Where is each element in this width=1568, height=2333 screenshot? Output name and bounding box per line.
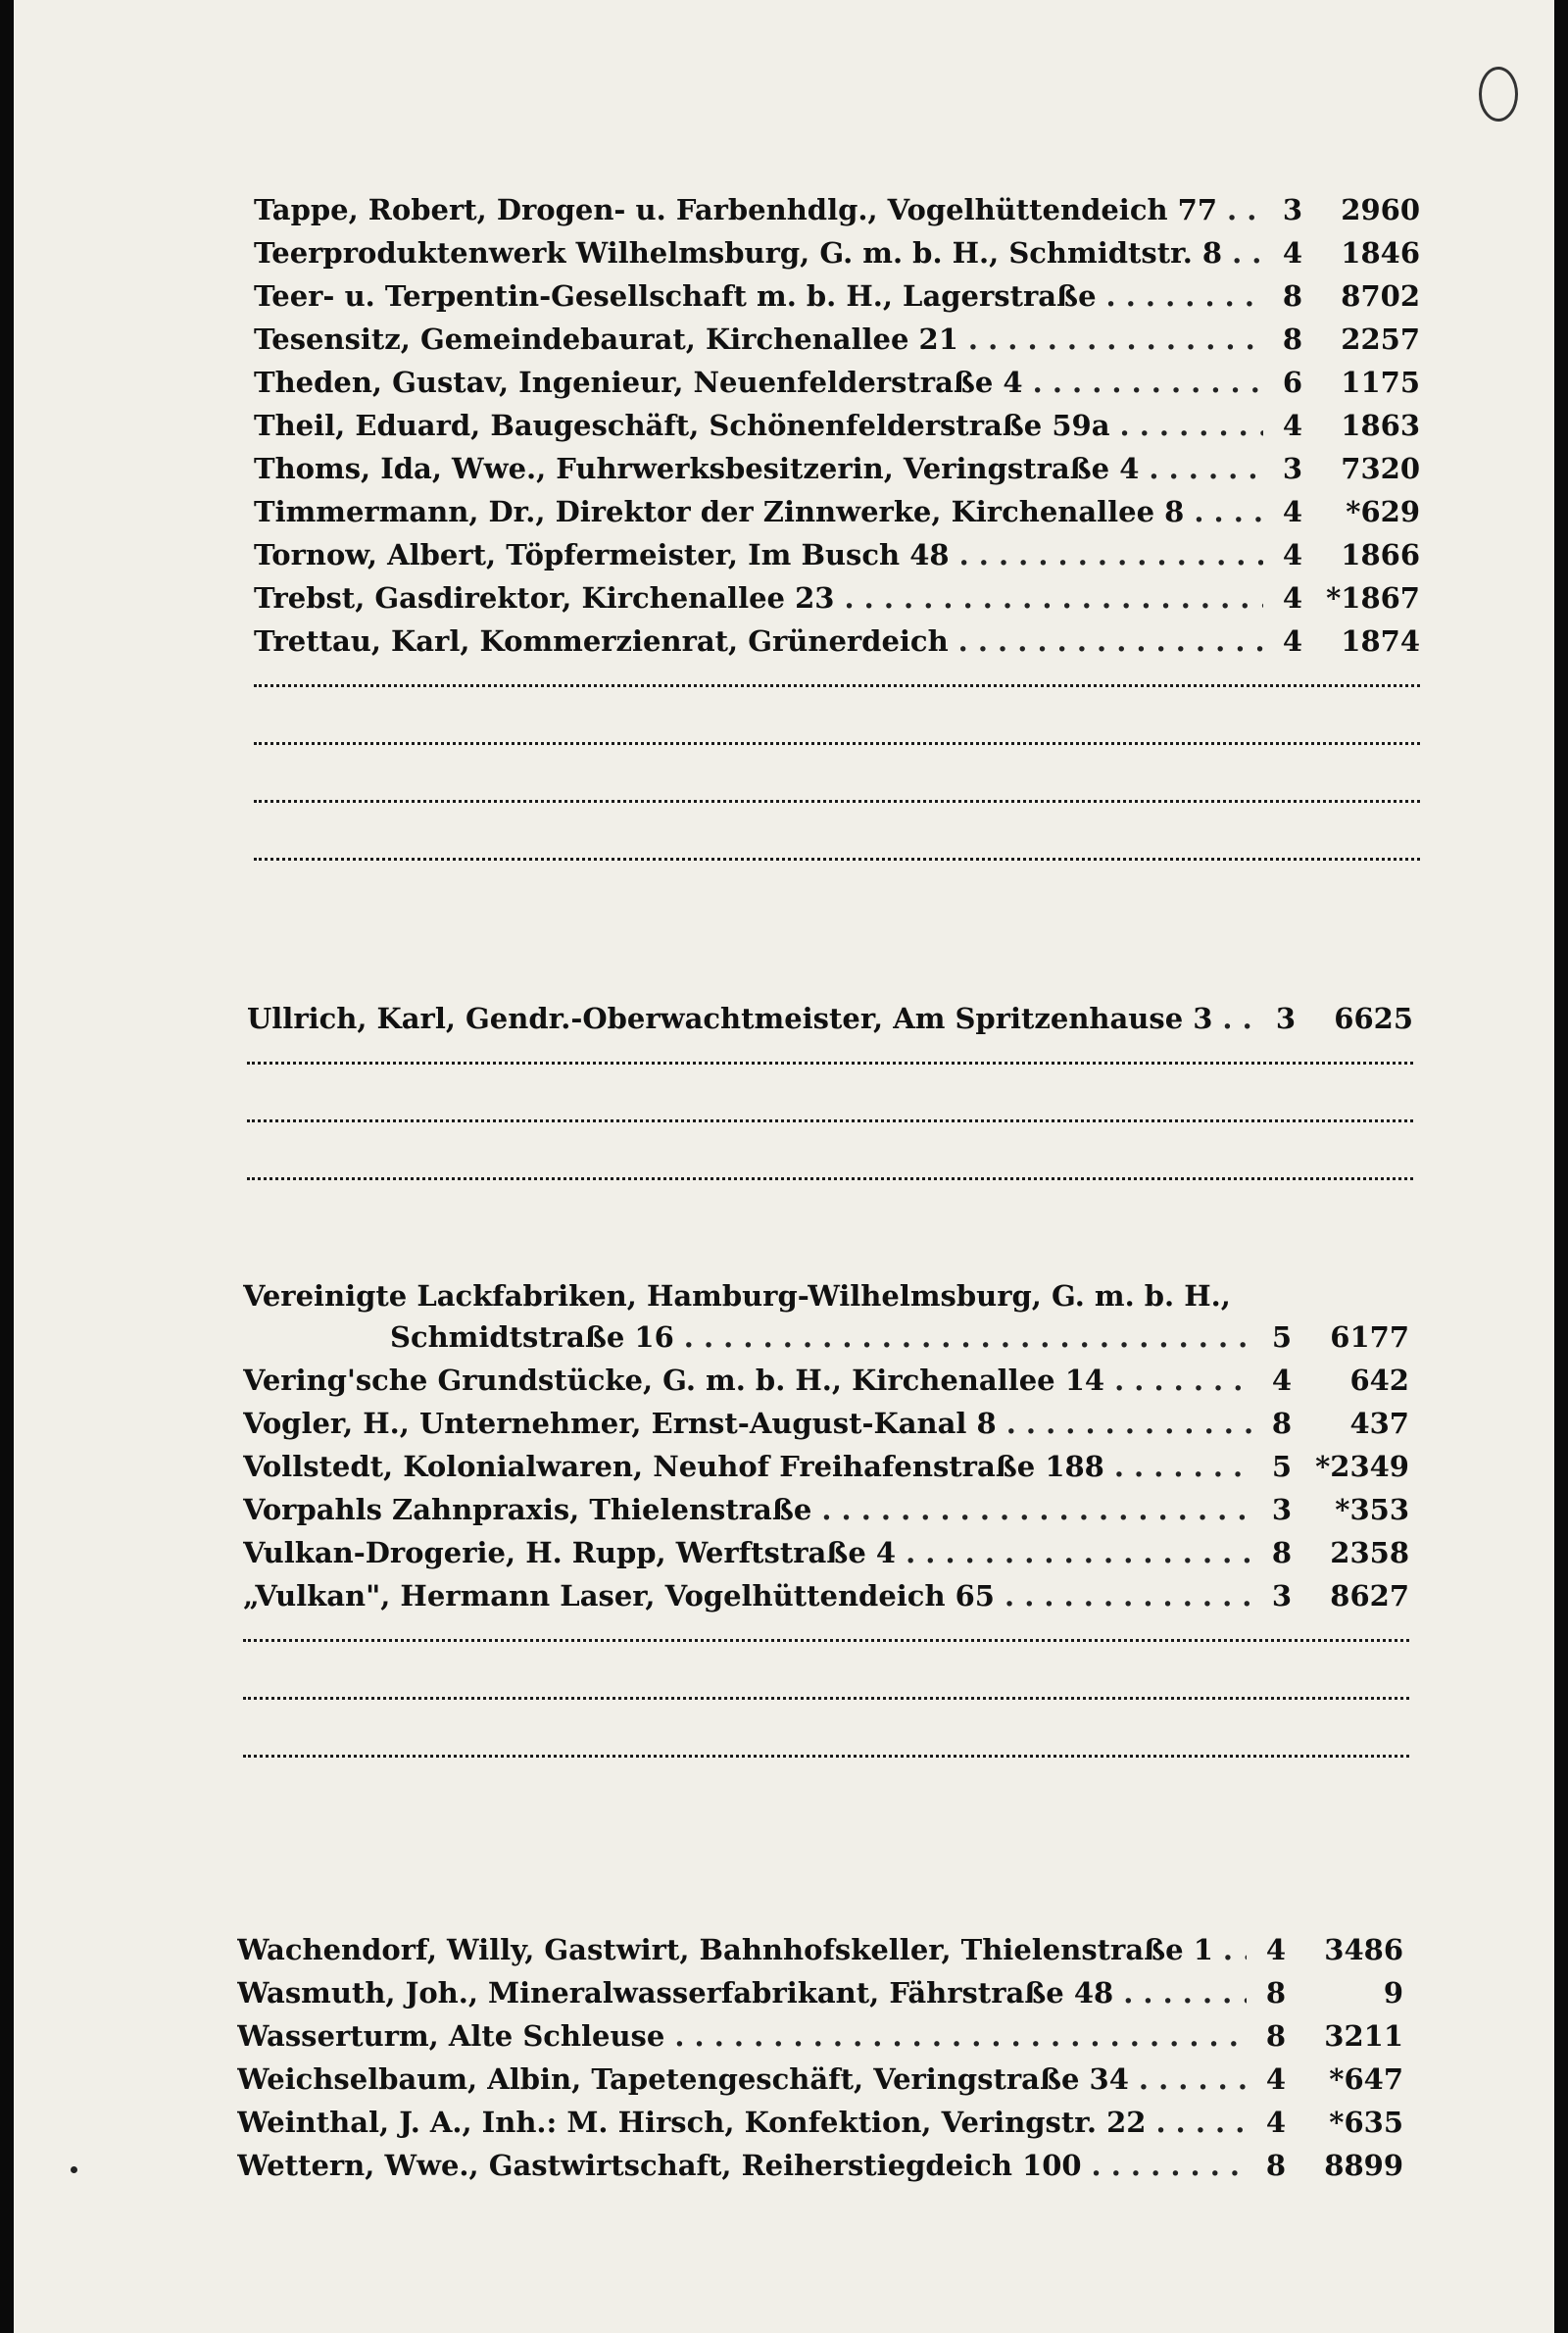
list-item bbox=[254, 404, 1420, 447]
list-item bbox=[237, 2101, 1403, 2144]
entry-number: 2960 bbox=[1341, 193, 1420, 226]
entry-group: 5 bbox=[1271, 1320, 1293, 1354]
entry-group: 4 bbox=[1265, 2062, 1287, 2096]
entry-text: Theden, Gustav, Ingenieur, Neuenfelderstraße 4 bbox=[254, 366, 1023, 399]
blank-lines bbox=[243, 1639, 1409, 1758]
entry-number: *1867 bbox=[1326, 581, 1420, 615]
list-item bbox=[254, 274, 1420, 318]
dot-leader bbox=[1129, 2058, 1247, 2101]
entry-group: 3 bbox=[1275, 1002, 1297, 1035]
dot-leader bbox=[995, 1574, 1252, 1617]
entry-number: *647 bbox=[1329, 2062, 1403, 2096]
list-item bbox=[237, 2014, 1403, 2058]
dot-leader bbox=[949, 620, 1263, 663]
entry-number: 6625 bbox=[1334, 1002, 1413, 1035]
entry-text: Weinthal, J. A., Inh.: M. Hirsch, Konfektion, Veringstr. 22 bbox=[237, 2106, 1147, 2139]
list-item bbox=[237, 2058, 1403, 2101]
entry-group: 4 bbox=[1282, 236, 1303, 270]
blank-line bbox=[243, 1639, 1409, 1642]
entry-number: 9 bbox=[1383, 1976, 1403, 2010]
entry-group: 3 bbox=[1282, 193, 1303, 226]
entry-group: 4 bbox=[1265, 1933, 1287, 1966]
entry-number: 6177 bbox=[1330, 1320, 1409, 1354]
entry-group: 4 bbox=[1282, 581, 1303, 615]
blank-line bbox=[254, 684, 1420, 687]
entry-group: 8 bbox=[1282, 323, 1303, 356]
entry-group: 3 bbox=[1271, 1579, 1293, 1613]
dot-leader bbox=[896, 1531, 1252, 1574]
entry-number: 2358 bbox=[1330, 1536, 1409, 1569]
entry-text: Wettern, Wwe., Gastwirtschaft, Reiherstiegdeich 100 bbox=[237, 2149, 1082, 2182]
dot-leader bbox=[1222, 231, 1263, 274]
dot-leader bbox=[1184, 490, 1263, 533]
dot-leader bbox=[1212, 997, 1256, 1040]
list-item bbox=[254, 620, 1420, 663]
entry-number: *2349 bbox=[1315, 1450, 1409, 1483]
dot-leader bbox=[1082, 2144, 1247, 2187]
blank-line bbox=[243, 1697, 1409, 1700]
entry-number: 1846 bbox=[1341, 236, 1420, 270]
dot-leader bbox=[1146, 2101, 1247, 2144]
entry-text: Trebst, Gasdirektor, Kirchenallee 23 bbox=[254, 581, 835, 615]
entry-number: 437 bbox=[1349, 1407, 1409, 1440]
entry-number: *353 bbox=[1335, 1493, 1409, 1526]
blank-line bbox=[254, 800, 1420, 803]
dot-leader bbox=[1213, 1928, 1247, 1971]
blank-line bbox=[254, 858, 1420, 861]
entry-group: 8 bbox=[1265, 2149, 1287, 2182]
entry-text: Teer- u. Terpentin-Gesellschaft m. b. H., Lagerstraße bbox=[254, 279, 1097, 313]
entry-number: 8899 bbox=[1324, 2149, 1403, 2182]
dot-leader bbox=[1110, 404, 1264, 447]
section-w bbox=[237, 1928, 1403, 2187]
ink-dot-icon bbox=[71, 2166, 77, 2173]
entry-group: 4 bbox=[1282, 409, 1303, 442]
entry-text: Ullrich, Karl, Gendr.-Oberwachtmeister, Am Spritzenhause 3 bbox=[247, 1002, 1213, 1035]
list-item bbox=[247, 997, 1413, 1040]
entry-text: Vereinigte Lackfabriken, Hamburg-Wilhelmsburg, G. m. b. H., bbox=[243, 1279, 1231, 1313]
entry-text: Wasmuth, Joh., Mineralwasserfabrikant, Fährstraße 48 bbox=[237, 1976, 1114, 2010]
section-u bbox=[247, 997, 1413, 1235]
section-v bbox=[243, 1276, 1409, 1812]
entry-number: 1863 bbox=[1341, 409, 1420, 442]
list-item bbox=[254, 447, 1420, 490]
blank-lines bbox=[247, 1062, 1413, 1180]
dot-leader bbox=[811, 1488, 1252, 1531]
dot-leader bbox=[1023, 361, 1263, 404]
list-item bbox=[243, 1276, 1409, 1315]
list-item bbox=[254, 533, 1420, 576]
entry-number: 8702 bbox=[1341, 279, 1420, 313]
entry-number: *629 bbox=[1346, 495, 1420, 528]
list-item bbox=[237, 1971, 1403, 2014]
list-item bbox=[243, 1402, 1409, 1445]
list-item bbox=[254, 490, 1420, 533]
blank-lines bbox=[254, 684, 1420, 861]
entry-number: 1866 bbox=[1341, 538, 1420, 571]
blank-line bbox=[254, 742, 1420, 745]
entry-text: „Vulkan", Hermann Laser, Vogelhüttendeich 65 bbox=[243, 1579, 995, 1613]
entry-number: 3486 bbox=[1324, 1933, 1403, 1966]
entry-text: Wachendorf, Willy, Gastwirt, Bahnhofskeller, Thielenstraße 1 bbox=[237, 1933, 1213, 1966]
list-item bbox=[237, 2144, 1403, 2187]
entry-group: 4 bbox=[1282, 495, 1303, 528]
entry-text: Vogler, H., Unternehmer, Ernst-August-Kanal 8 bbox=[243, 1407, 997, 1440]
entry-group: 8 bbox=[1282, 279, 1303, 313]
entry-text: Weichselbaum, Albin, Tapetengeschäft, Veringstraße 34 bbox=[237, 2062, 1129, 2096]
list-item bbox=[243, 1531, 1409, 1574]
dot-leader bbox=[1097, 274, 1263, 318]
entry-group: 4 bbox=[1265, 2106, 1287, 2139]
entry-text: Teerproduktenwerk Wilhelmsburg, G. m. b. H., Schmidtstr. 8 bbox=[254, 236, 1223, 270]
entry-text: Vorpahls Zahnpraxis, Thielenstraße bbox=[243, 1493, 812, 1526]
entry-group: 5 bbox=[1271, 1450, 1293, 1483]
section-t bbox=[254, 188, 1420, 916]
blank-line bbox=[247, 1062, 1413, 1065]
dot-leader bbox=[834, 576, 1263, 620]
blank-line bbox=[243, 1755, 1409, 1758]
list-item bbox=[254, 231, 1420, 274]
entry-group: 6 bbox=[1282, 366, 1303, 399]
entry-continuation: Schmidtstraße 16 bbox=[390, 1320, 674, 1354]
entry-group: 8 bbox=[1271, 1407, 1293, 1440]
circle-mark-icon bbox=[1479, 67, 1518, 122]
entry-number: 7320 bbox=[1341, 452, 1420, 485]
dot-leader bbox=[674, 1315, 1252, 1359]
dot-leader bbox=[958, 318, 1263, 361]
entry-number: 1175 bbox=[1341, 366, 1420, 399]
entry-group: 4 bbox=[1271, 1364, 1293, 1397]
entry-text: Vollstedt, Kolonialwaren, Neuhof Freihafenstraße 188 bbox=[243, 1450, 1104, 1483]
entry-number: 3211 bbox=[1324, 2019, 1403, 2053]
entry-group: 8 bbox=[1271, 1536, 1293, 1569]
blank-line bbox=[247, 1177, 1413, 1180]
list-item bbox=[254, 361, 1420, 404]
entry-text: Theil, Eduard, Baugeschäft, Schönenfelderstraße 59a bbox=[254, 409, 1110, 442]
entry-text: Timmermann, Dr., Direktor der Zinnwerke, Kirchenallee 8 bbox=[254, 495, 1185, 528]
entry-group: 3 bbox=[1271, 1493, 1293, 1526]
entry-text: Tornow, Albert, Töpfermeister, Im Busch 48 bbox=[254, 538, 950, 571]
list-item bbox=[243, 1488, 1409, 1531]
entry-group: 4 bbox=[1282, 538, 1303, 571]
dot-leader bbox=[1217, 188, 1263, 231]
blank-line bbox=[247, 1119, 1413, 1122]
list-item bbox=[254, 576, 1420, 620]
dot-leader bbox=[1113, 1971, 1247, 2014]
entry-text: Tesensitz, Gemeindebaurat, Kirchenallee 21 bbox=[254, 323, 958, 356]
entry-number: 642 bbox=[1349, 1364, 1409, 1397]
list-item bbox=[243, 1445, 1409, 1488]
dot-leader bbox=[950, 533, 1263, 576]
dot-leader bbox=[997, 1402, 1252, 1445]
list-item bbox=[254, 318, 1420, 361]
dot-leader bbox=[664, 2014, 1247, 2058]
dot-leader bbox=[1139, 447, 1263, 490]
list-item bbox=[237, 1928, 1403, 1971]
list-item bbox=[243, 1574, 1409, 1617]
list-item bbox=[254, 188, 1420, 231]
entry-text: Trettau, Karl, Kommerzienrat, Grünerdeich bbox=[254, 624, 949, 658]
entry-text: Wasserturm, Alte Schleuse bbox=[237, 2019, 665, 2053]
list-item bbox=[243, 1359, 1409, 1402]
entry-number: 2257 bbox=[1341, 323, 1420, 356]
entry-text: Thoms, Ida, Wwe., Fuhrwerksbesitzerin, Veringstraße 4 bbox=[254, 452, 1140, 485]
entry-group: 8 bbox=[1265, 2019, 1287, 2053]
entry-text: Vering'sche Grundstücke, G. m. b. H., Kirchenallee 14 bbox=[243, 1364, 1105, 1397]
entry-number: 1874 bbox=[1341, 624, 1420, 658]
entry-number: 8627 bbox=[1330, 1579, 1409, 1613]
entry-number: *635 bbox=[1329, 2106, 1403, 2139]
entry-text: Vulkan-Drogerie, H. Rupp, Werftstraße 4 bbox=[243, 1536, 897, 1569]
dot-leader bbox=[1104, 1359, 1252, 1402]
entry-group: 3 bbox=[1282, 452, 1303, 485]
dot-leader bbox=[1104, 1445, 1252, 1488]
list-item-continuation bbox=[243, 1315, 1409, 1359]
entry-text: Tappe, Robert, Drogen- u. Farbenhdlg., Vogelhüttendeich 77 bbox=[254, 193, 1218, 226]
entry-group: 4 bbox=[1282, 624, 1303, 658]
entry-group: 8 bbox=[1265, 1976, 1287, 2010]
